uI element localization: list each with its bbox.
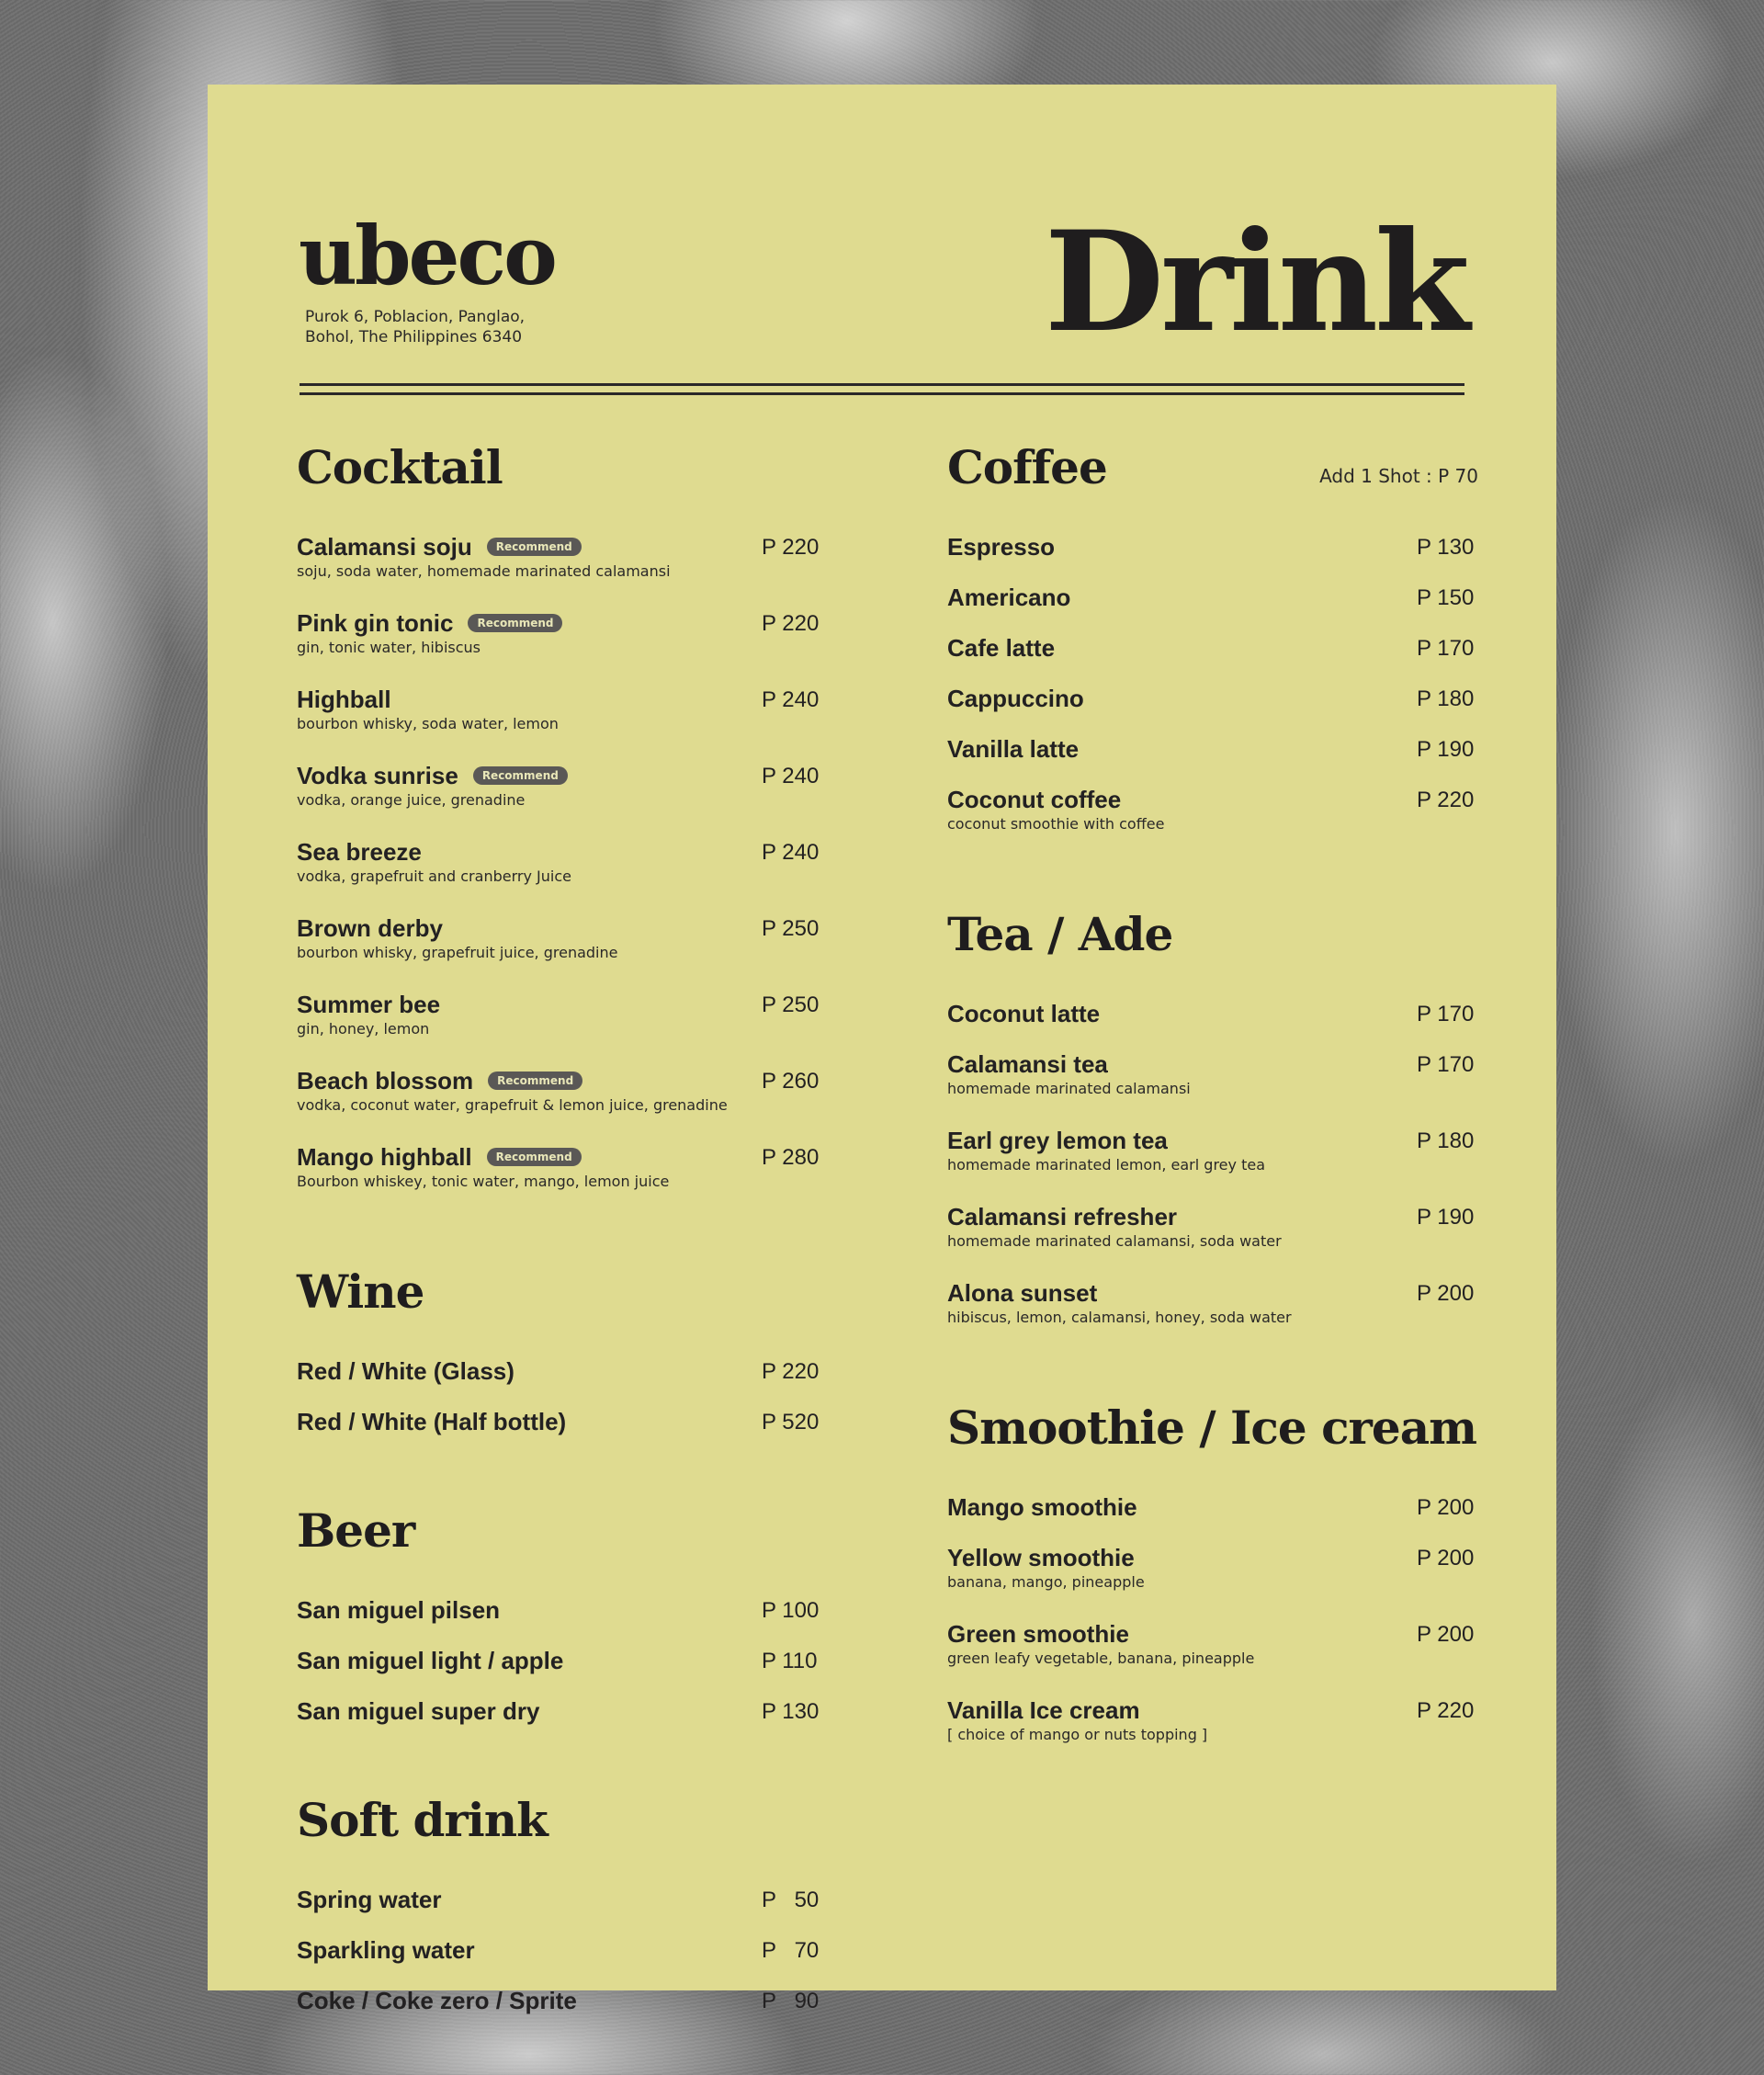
section-header	[947, 441, 1478, 533]
menu-item	[297, 1596, 819, 1647]
section-header	[297, 441, 819, 533]
menu-item	[297, 1143, 819, 1219]
menu-item	[947, 1050, 1478, 1127]
item-description: vodka, grapefruit and cranberry Juice	[297, 867, 571, 885]
recommend-badge: Recommend	[468, 614, 562, 632]
recommend-badge: Recommend	[487, 1148, 582, 1166]
item-price: P 110	[762, 1649, 818, 1673]
item-price: P 240	[762, 687, 820, 712]
item-name: Summer bee	[297, 990, 441, 1018]
item-price: P 220	[1417, 788, 1475, 812]
item-name: Red / White (Half bottle)	[297, 1407, 567, 1435]
menu-item	[297, 1697, 819, 1748]
item-description: vodka, coconut water, grapefruit & lemon juice, grenadine	[297, 1096, 728, 1114]
item-name: Beach blossom	[297, 1066, 474, 1094]
item-name: Brown derby	[297, 913, 443, 942]
item-price: P 220	[762, 611, 820, 636]
address-line-1: Purok 6, Poblacion, Panglao,	[305, 308, 526, 326]
menu-item	[297, 686, 819, 762]
item-description: banana, mango, pineapple	[947, 1573, 1145, 1591]
menu-item	[297, 609, 819, 686]
item-price: P 190	[1417, 737, 1475, 762]
item-description: [ choice of mango or nuts topping ]	[947, 1726, 1208, 1743]
item-price: P 200	[1417, 1546, 1475, 1570]
menu-item	[947, 685, 1478, 735]
item-price: P 220	[762, 535, 820, 560]
item-name: Espresso	[947, 532, 1056, 561]
item-price: P 280	[762, 1145, 820, 1170]
section-title: Wine	[297, 1264, 424, 1319]
section-title: Tea / Ade	[947, 907, 1173, 961]
menu-item	[297, 1936, 819, 1987]
item-name: San miguel super dry	[297, 1696, 540, 1725]
item-name: Americano	[947, 583, 1071, 611]
item-description: coconut smoothie with coffee	[947, 815, 1165, 833]
add-shot-note: Add 1 Shot : P 70	[1319, 465, 1478, 487]
item-price: P 220	[762, 1359, 820, 1384]
menu-item	[947, 786, 1478, 862]
menu-item	[947, 1696, 1478, 1773]
item-price: P 260	[762, 1069, 820, 1094]
menu-item	[947, 1493, 1478, 1544]
page-title: Drink	[1044, 201, 1466, 363]
menu-item	[297, 1357, 819, 1408]
item-name: Coke / Coke zero / Sprite	[297, 1986, 577, 2014]
item-price: P 200	[1417, 1495, 1475, 1520]
item-name: Vanilla Ice cream	[947, 1695, 1140, 1724]
menu-item	[947, 735, 1478, 786]
item-price: P 250	[762, 992, 820, 1017]
item-name: San miguel pilsen	[297, 1595, 501, 1624]
recommend-badge: Recommend	[488, 1072, 582, 1090]
menu-item	[297, 1987, 819, 2037]
section-header	[947, 908, 1478, 1000]
item-name: Calamansi soju	[297, 532, 472, 561]
item-description: green leafy vegetable, banana, pineapple	[947, 1650, 1255, 1667]
menu-item	[947, 1620, 1478, 1696]
menu-item	[297, 1647, 819, 1697]
address-line-2: Bohol, The Philippines 6340	[305, 328, 523, 346]
item-name: Sea breeze	[297, 837, 422, 866]
left-column	[297, 441, 819, 2075]
item-name: Vodka sunrise	[297, 761, 458, 789]
menu-item	[297, 914, 819, 991]
menu-item	[297, 838, 819, 914]
item-price: P 130	[762, 1699, 820, 1724]
menu-item	[297, 991, 819, 1067]
section-header	[297, 1265, 819, 1357]
item-price: P 200	[1417, 1622, 1475, 1647]
item-description: gin, tonic water, hibiscus	[297, 639, 481, 656]
item-price: P 240	[762, 764, 820, 788]
item-name: Mango highball	[297, 1142, 472, 1171]
menu-item	[947, 584, 1478, 634]
item-name: Coconut coffee	[947, 785, 1122, 813]
item-price: P 180	[1417, 686, 1475, 711]
item-description: homemade marinated calamansi, soda water	[947, 1232, 1282, 1250]
item-description: vodka, orange juice, grenadine	[297, 791, 526, 809]
brand-logo: ubeco	[299, 208, 555, 303]
item-name: Calamansi refresher	[947, 1202, 1178, 1230]
section-title: Soft drink	[297, 1793, 548, 1847]
item-price: P 170	[1417, 1052, 1475, 1077]
menu-item	[297, 1408, 819, 1458]
item-name: Pink gin tonic	[297, 608, 454, 637]
item-price: P 130	[1417, 535, 1475, 560]
item-name: Coconut latte	[947, 999, 1101, 1027]
section-smoothie	[947, 1401, 1478, 1773]
item-price: P 150	[1417, 585, 1475, 610]
menu-item	[947, 1127, 1478, 1203]
item-name: Highball	[297, 685, 391, 713]
recommend-badge: Recommend	[487, 538, 582, 556]
menu-item	[947, 1544, 1478, 1620]
section-coffee	[947, 441, 1478, 862]
item-name: San miguel light / apple	[297, 1646, 564, 1674]
item-price: P 70	[762, 1938, 820, 1963]
item-description: bourbon whisky, grapefruit juice, grenadine	[297, 944, 618, 961]
recommend-badge: Recommend	[473, 766, 568, 785]
menu-item	[947, 1279, 1478, 1355]
item-price: P 220	[1417, 1698, 1475, 1723]
item-price: P 100	[762, 1598, 820, 1623]
item-price: P 180	[1417, 1128, 1475, 1153]
menu-item	[947, 634, 1478, 685]
section-header	[297, 1504, 819, 1596]
menu-card	[208, 85, 1556, 2014]
item-price: P 50	[762, 1888, 820, 1912]
item-name: Yellow smoothie	[947, 1543, 1135, 1571]
section-wine	[297, 1265, 819, 1458]
section-title: Coffee	[947, 440, 1107, 494]
item-price: P 170	[1417, 636, 1475, 661]
menu-item	[297, 533, 819, 609]
right-column	[947, 441, 1478, 1819]
item-price: P 200	[1417, 1281, 1475, 1306]
section-tea-ade	[947, 908, 1478, 1355]
item-description: Bourbon whiskey, tonic water, mango, lemon juice	[297, 1173, 670, 1190]
section-beer	[297, 1504, 819, 1748]
item-description: hibiscus, lemon, calamansi, honey, soda water	[947, 1309, 1292, 1326]
item-price: P 240	[762, 840, 820, 865]
brand-address	[305, 307, 555, 347]
menu-item	[297, 1067, 819, 1143]
item-name: Cafe latte	[947, 633, 1056, 662]
section-header	[947, 1401, 1478, 1493]
section-title: Beer	[297, 1503, 415, 1558]
item-name: Green smoothie	[947, 1619, 1129, 1648]
menu-item	[947, 1203, 1478, 1279]
item-price: P 520	[762, 1410, 820, 1434]
item-name: Vanilla latte	[947, 734, 1080, 763]
menu-item	[297, 762, 819, 838]
item-name: Calamansi tea	[947, 1049, 1108, 1078]
item-description: gin, honey, lemon	[297, 1020, 430, 1038]
brand-block	[299, 208, 555, 347]
section-title: Cocktail	[297, 440, 503, 494]
item-price: P 170	[1417, 1002, 1475, 1026]
item-name: Earl grey lemon tea	[947, 1126, 1168, 1154]
item-description: soju, soda water, homemade marinated calamansi	[297, 562, 671, 580]
item-name: Cappuccino	[947, 684, 1084, 712]
item-price: P 250	[762, 916, 820, 941]
header-divider	[300, 383, 1464, 395]
section-soft-drink	[297, 1794, 819, 2037]
item-price: P 190	[1417, 1205, 1475, 1230]
item-name: Alona sunset	[947, 1278, 1098, 1307]
section-cocktail	[297, 441, 819, 1219]
menu-item	[947, 533, 1478, 584]
item-price: P 90	[762, 1989, 820, 2013]
section-title: Smoothie / Ice cream	[947, 1400, 1476, 1455]
item-description: bourbon whisky, soda water, lemon	[297, 715, 559, 732]
menu-item	[297, 1886, 819, 1936]
section-header	[297, 1794, 819, 1886]
item-description: homemade marinated calamansi	[947, 1080, 1191, 1097]
item-description: homemade marinated lemon, earl grey tea	[947, 1156, 1265, 1174]
item-name: Spring water	[297, 1885, 442, 1913]
item-name: Sparkling water	[297, 1935, 475, 1964]
item-name: Red / White (Glass)	[297, 1356, 514, 1385]
menu-item	[947, 1000, 1478, 1050]
item-name: Mango smoothie	[947, 1492, 1137, 1521]
